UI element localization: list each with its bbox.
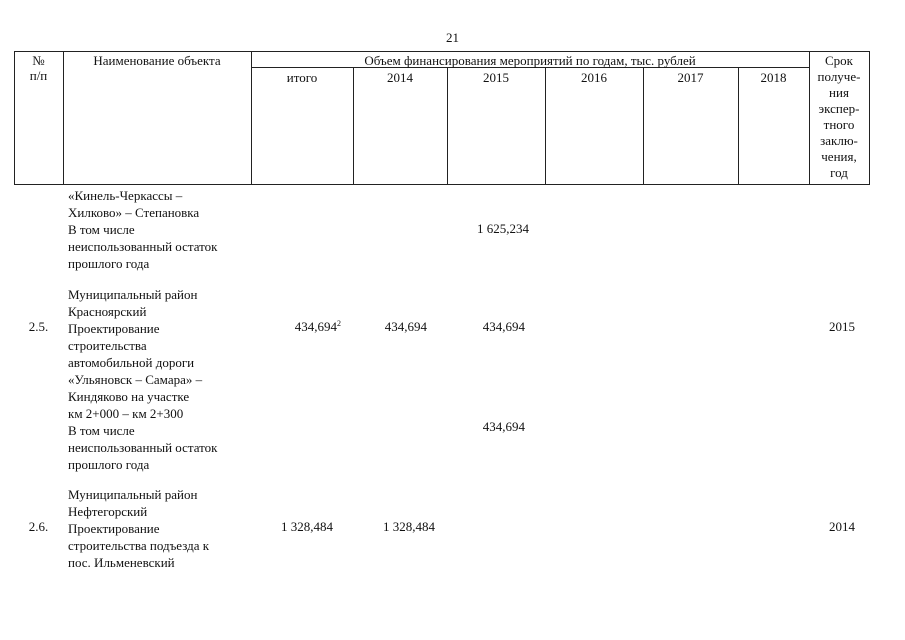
row-2-6-2014: 1 328,484 xyxy=(383,519,435,534)
header-term xyxy=(809,53,869,181)
name-line: прошлого года xyxy=(68,457,150,472)
row-2-5-name xyxy=(68,286,218,473)
row-2-5-total xyxy=(251,318,341,335)
header-term-line: чения, xyxy=(821,149,857,164)
name-line: Проектирование xyxy=(68,521,160,536)
cont-row-name xyxy=(68,187,218,272)
header-term-line: ния xyxy=(829,85,849,100)
row-2-5-term: 2015 xyxy=(829,319,855,334)
row-2-6-total: 1 328,484 xyxy=(281,519,333,534)
name-line: неиспользованный остаток xyxy=(68,239,218,254)
name-line: «Ульяновск – Самара» – xyxy=(68,372,203,387)
header-year-2017: 2017 xyxy=(677,70,704,85)
name-line: автомобильной дороги xyxy=(68,355,195,370)
header-name: Наименование объекта xyxy=(93,53,221,68)
name-line: Красноярский xyxy=(68,304,147,319)
header-num-sub: п/п xyxy=(29,68,48,83)
header-year-2016: 2016 xyxy=(581,70,607,85)
name-line: В том числе xyxy=(68,423,135,438)
cont-2015-residual: 1 625,234 xyxy=(477,221,529,236)
header-top-rule xyxy=(14,51,870,52)
row-2-5-2014: 434,694 xyxy=(384,319,427,334)
col-border-num xyxy=(63,51,64,185)
name-line: Нефтегорский xyxy=(68,504,148,519)
row-2-5-2015: 434,694 xyxy=(482,319,525,334)
total-value: 434,694 xyxy=(294,319,337,334)
name-line: Киндяково на участке xyxy=(68,389,190,404)
name-line: строительства подъезда к xyxy=(68,538,210,553)
name-line: «Кинель-Черкассы – xyxy=(68,188,183,203)
header-year-2018: 2018 xyxy=(760,70,787,85)
row-2-6-num: 2.6. xyxy=(28,519,49,534)
header-volume: Объем финансирования мероприятий по годам, тыс. рублей xyxy=(364,53,696,68)
header-year-2015: 2015 xyxy=(483,70,509,85)
header-term-line: год xyxy=(830,165,848,180)
header-year-2014: 2014 xyxy=(387,70,413,85)
header-total: итого xyxy=(286,70,318,85)
row-2-5-2015-residual: 434,694 xyxy=(482,419,525,434)
name-line: км 2+000 – км 2+300 xyxy=(68,406,184,421)
row-2-6-term: 2014 xyxy=(829,519,855,534)
footnote-mark: 2 xyxy=(337,319,341,328)
name-line: Хилково» – Степановка xyxy=(68,205,200,220)
row-2-5-num: 2.5. xyxy=(28,319,49,334)
name-line: Муниципальный район xyxy=(68,287,198,302)
name-line: прошлого года xyxy=(68,256,150,271)
name-line: В том числе xyxy=(68,222,135,237)
header-bottom-rule xyxy=(14,184,870,185)
name-line: строительства xyxy=(68,338,147,353)
name-line: неиспользованный остаток xyxy=(68,440,218,455)
header-term-line: Срок xyxy=(825,53,853,68)
header-term-line: экспер- xyxy=(818,101,860,116)
header-num: № xyxy=(32,53,45,68)
page-number: 21 xyxy=(446,30,459,45)
header-term-line: получе- xyxy=(817,69,861,84)
col-border-right xyxy=(869,51,870,185)
row-2-6-name xyxy=(68,486,209,571)
header-term-line: заклю- xyxy=(820,133,858,148)
name-line: Проектирование xyxy=(68,321,160,336)
name-line: пос. Ильменевский xyxy=(68,555,175,570)
header-term-line: тного xyxy=(823,117,855,132)
name-line: Муниципальный район xyxy=(68,487,198,502)
